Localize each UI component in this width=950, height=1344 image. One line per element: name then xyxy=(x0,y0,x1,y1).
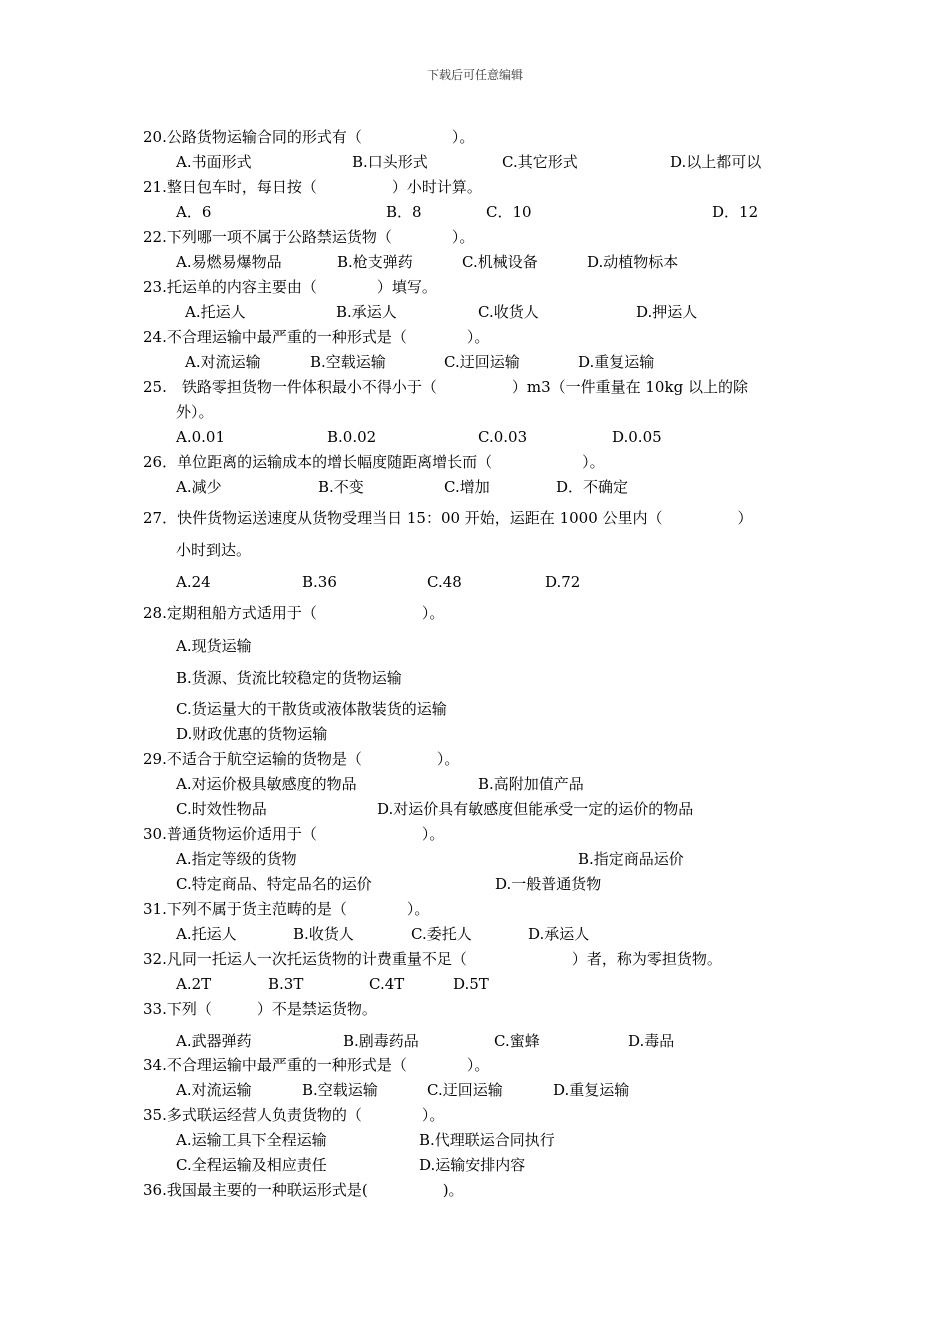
answer-option: C.迂回运输 xyxy=(444,353,520,371)
answer-option: C.增加 xyxy=(444,478,490,496)
answer-option: D.运输安排内容 xyxy=(419,1156,526,1174)
answer-option: B.承运人 xyxy=(336,303,397,321)
answer-option: B.空载运输 xyxy=(310,353,386,371)
answer-option: D.对运价具有敏感度但能承受一定的运价的物品 xyxy=(377,800,694,818)
answer-option: A.24 xyxy=(176,573,211,591)
answer-option: C.全程运输及相应责任 xyxy=(176,1156,327,1174)
question-text: 20.公路货物运输合同的形式有（ ）。 xyxy=(143,128,475,146)
answer-option: A.对流运输 xyxy=(176,1081,252,1099)
answer-option: D.72 xyxy=(545,573,581,591)
answer-option: D.重复运输 xyxy=(553,1081,630,1099)
answer-option: A.0.01 xyxy=(176,428,225,446)
answer-option: 小时到达。 xyxy=(176,541,252,559)
answer-option: B.空载运输 xyxy=(302,1081,378,1099)
answer-option: C.蜜蜂 xyxy=(494,1032,540,1050)
answer-option: A.减少 xyxy=(176,478,222,496)
question-text: 32.凡同一托运人一次托运货物的计费重量不足（ ）者，称为零担货物。 xyxy=(143,950,722,968)
answer-option: C.迂回运输 xyxy=(427,1081,503,1099)
answer-option: B．8 xyxy=(386,203,422,221)
answer-option: A.现货运输 xyxy=(176,637,252,655)
question-text: 31.下列不属于货主范畴的是（ ）。 xyxy=(143,900,430,918)
answer-option: B.0.02 xyxy=(327,428,377,446)
answer-option: C.货运量大的干散货或液体散装货的运输 xyxy=(176,700,447,718)
answer-option: D.承运人 xyxy=(528,925,590,943)
answer-option: B.收货人 xyxy=(293,925,354,943)
answer-option: B.代理联运合同执行 xyxy=(419,1131,555,1149)
question-text: 28.定期租船方式适用于（ ）。 xyxy=(143,604,445,622)
answer-option: C.其它形式 xyxy=(502,153,578,171)
answer-option: C.特定商品、特定品名的运价 xyxy=(176,875,372,893)
question-text: 34.不合理运输中最严重的一种形式是（ ）。 xyxy=(143,1056,490,1074)
question-text: 23.托运单的内容主要由（ ）填写。 xyxy=(143,278,437,296)
answer-option: D．12 xyxy=(712,203,759,221)
answer-option: A.对运价极具敏感度的物品 xyxy=(176,775,357,793)
answer-option: D.动植物标本 xyxy=(587,253,679,271)
answer-option: B.高附加值产品 xyxy=(478,775,584,793)
question-text: 21.整日包车时，每日按（ ）小时计算。 xyxy=(143,178,482,196)
answer-option: A.运输工具下全程运输 xyxy=(176,1131,327,1149)
answer-option: C.委托人 xyxy=(411,925,472,943)
answer-option: A.托运人 xyxy=(176,925,237,943)
answer-option: C.0.03 xyxy=(478,428,528,446)
answer-option: D.以上都可以 xyxy=(670,153,762,171)
answer-option: B.剧毒药品 xyxy=(343,1032,419,1050)
question-text: 29.不适合于航空运输的货物是（ ）。 xyxy=(143,750,460,768)
answer-option: C.4T xyxy=(369,975,405,993)
question-text: 36.我国最主要的一种联运形式是( )。 xyxy=(143,1181,464,1199)
answer-option: A.易燃易爆物品 xyxy=(176,253,282,271)
answer-option: A.对流运输 xyxy=(185,353,261,371)
question-text: 30.普通货物运价适用于（ ）。 xyxy=(143,825,445,843)
answer-option: D.财政优惠的货物运输 xyxy=(176,725,328,743)
answer-option: D.押运人 xyxy=(636,303,698,321)
answer-option: C．10 xyxy=(486,203,532,221)
answer-option: A.2T xyxy=(176,975,212,993)
answer-option: C.时效性物品 xyxy=(176,800,267,818)
answer-option: A.书面形式 xyxy=(176,153,252,171)
answer-option: B.货源、货流比较稳定的货物运输 xyxy=(176,669,402,687)
question-text: 26．单位距离的运输成本的增长幅度随距离增长而（ ）。 xyxy=(143,453,605,471)
question-text: 35.多式联运经营人负责货物的（ ）。 xyxy=(143,1106,445,1124)
answer-option: A.指定等级的货物 xyxy=(176,850,297,868)
answer-option: B.枪支弹药 xyxy=(337,253,413,271)
question-text: 25. 铁路零担货物一件体积最小不得小于（ ）m3（一件重量在 10kg 以上的除 xyxy=(143,378,748,396)
answer-option: 外）。 xyxy=(176,403,214,421)
answer-option: D.重复运输 xyxy=(578,353,655,371)
answer-option: D.5T xyxy=(453,975,489,993)
question-text: 22.下列哪一项不属于公路禁运货物（ ）。 xyxy=(143,228,475,246)
question-text: 24.不合理运输中最严重的一种形式是（ ）。 xyxy=(143,328,490,346)
answer-option: B.3T xyxy=(268,975,304,993)
answer-option: D．不确定 xyxy=(556,478,629,496)
question-text: 27．快件货物运送速度从货物受理当日 15：00 开始，运距在 1000 公里内（ ） xyxy=(143,509,753,527)
answer-option: D.毒品 xyxy=(628,1032,675,1050)
answer-option: B.36 xyxy=(302,573,337,591)
answer-option: C.48 xyxy=(427,573,462,591)
answer-option: A.武器弹药 xyxy=(176,1032,252,1050)
answer-option: A.托运人 xyxy=(185,303,246,321)
question-text: 33.下列（ ）不是禁运货物。 xyxy=(143,1000,377,1018)
answer-option: B.指定商品运价 xyxy=(578,850,684,868)
page-header: 下载后可任意编辑 xyxy=(426,68,523,82)
answer-option: B.口头形式 xyxy=(352,153,428,171)
answer-option: D.一般普通货物 xyxy=(495,875,602,893)
answer-option: A．6 xyxy=(176,203,212,221)
answer-option: C.机械设备 xyxy=(462,253,538,271)
answer-option: B.不变 xyxy=(318,478,364,496)
answer-option: D.0.05 xyxy=(612,428,662,446)
answer-option: C.收货人 xyxy=(478,303,539,321)
